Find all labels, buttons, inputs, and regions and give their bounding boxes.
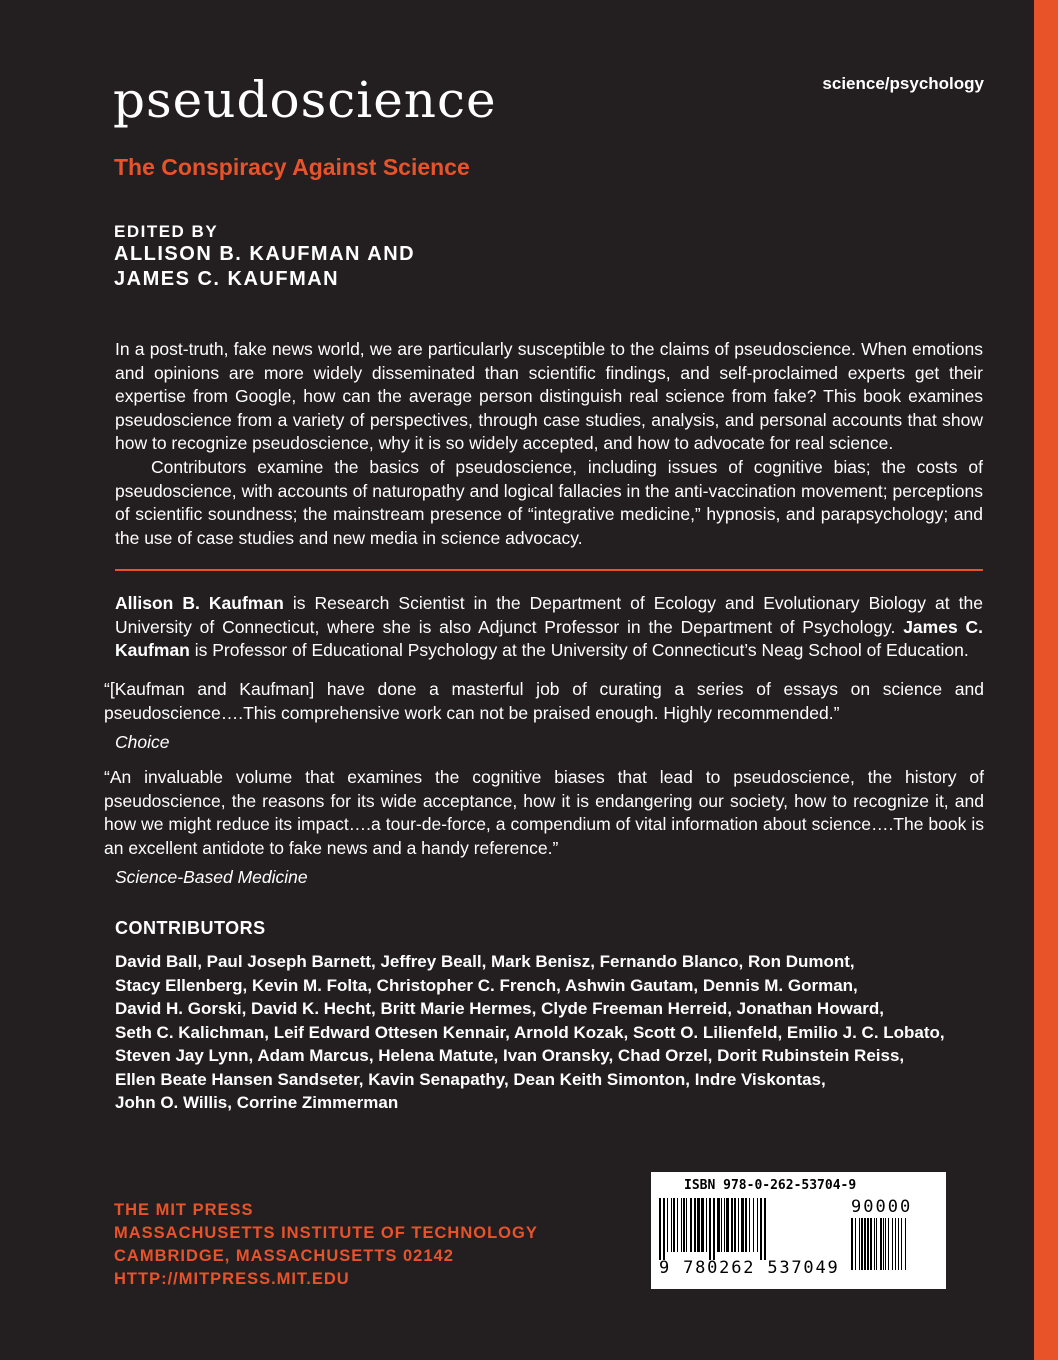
section-divider bbox=[115, 569, 983, 571]
contributors-line: John O. Willis, Corrine Zimmerman bbox=[115, 1093, 399, 1112]
author-bio-text-2: is Professor of Educational Psychology at the University of Connecticut’s Neag School of Education. bbox=[189, 640, 969, 661]
barcode-bar bbox=[905, 1218, 906, 1270]
barcode-bar bbox=[753, 1198, 754, 1252]
publisher-url: HTTP://MITPRESS.MIT.EDU bbox=[114, 1270, 350, 1288]
barcode-bar bbox=[671, 1198, 672, 1252]
barcode-bar bbox=[898, 1218, 899, 1270]
author-name-1: Allison B. Kaufman bbox=[115, 593, 284, 613]
barcode-bar bbox=[701, 1198, 704, 1252]
editor-line-1: ALLISON B. KAUFMAN AND bbox=[114, 243, 416, 265]
author-name-2: James C. Kaufman bbox=[115, 616, 984, 661]
orange-edge-stripe bbox=[1034, 0, 1058, 1360]
contributors-line: David Ball, Paul Joseph Barnett, Jeffrey Beall, Mark Benisz, Fernando Blanco, Ron Dumont, bbox=[115, 952, 855, 971]
barcode-bar bbox=[749, 1198, 750, 1252]
barcode-bar bbox=[726, 1198, 729, 1252]
publisher-institution: MASSACHUSETTS INSTITUTE OF TECHNOLOGY bbox=[114, 1224, 538, 1242]
barcode-bar bbox=[851, 1218, 853, 1270]
publisher-name: THE MIT PRESS bbox=[114, 1201, 254, 1219]
contributors-list bbox=[115, 950, 995, 1115]
addon-digits: 90000 bbox=[851, 1197, 913, 1217]
edited-by-label: EDITED BY bbox=[114, 222, 219, 241]
quote-source: Choice bbox=[115, 732, 170, 753]
barcode-bar bbox=[901, 1218, 902, 1270]
quote-source: Science-Based Medicine bbox=[115, 867, 308, 888]
barcode-bar bbox=[870, 1218, 872, 1270]
barcode-bar bbox=[745, 1198, 747, 1252]
ean-barcode-bars bbox=[659, 1198, 845, 1260]
barcode-bar bbox=[883, 1218, 884, 1270]
review-quote bbox=[104, 766, 984, 890]
publisher-block bbox=[114, 1199, 538, 1291]
barcode-bar bbox=[724, 1198, 725, 1252]
barcode-bar bbox=[690, 1198, 692, 1252]
description-paragraph-1: In a post-truth, fake news world, we are particularly susceptible to the claims of pseudoscience. When emotions and opinions are more widely disseminated than scientific findings, and self-proclaimed experts get their expertise from Google, how can the average person distinguish real science from fake? This book examines pseudoscience from a variety of perspectives, through case studies, analysis, and personal accounts that show how to recognize pseudoscience, why it is so widely accepted, and how to advocate for real science. bbox=[115, 339, 983, 454]
barcode-bar bbox=[876, 1218, 877, 1270]
editor-line-2: JAMES C. KAUFMAN bbox=[114, 268, 340, 290]
book-description bbox=[115, 338, 983, 550]
barcode-bar bbox=[686, 1198, 687, 1252]
contributors-line: David H. Gorski, David K. Hecht, Britt Marie Hermes, Clyde Freeman Herreid, Jonathan Howard, bbox=[115, 999, 884, 1018]
author-bio-text-1: is Research Scientist in the Department of Ecology and Evolutionary Biology at the University of Connecticut, where she is also Adjunct Professor in the Department of Psychology. bbox=[115, 593, 983, 637]
contributors-line: Seth C. Kalichman, Leif Edward Ottesen Kennair, Arnold Kozak, Scott O. Lilienfeld, Emilio J. C. Lobato, bbox=[115, 1022, 945, 1042]
author-bio bbox=[115, 592, 983, 663]
barcode-bar bbox=[757, 1198, 758, 1252]
barcode-bar bbox=[855, 1218, 856, 1270]
barcode-bar bbox=[713, 1198, 715, 1260]
barcode-bar bbox=[764, 1198, 766, 1260]
barcode-bar bbox=[697, 1198, 700, 1252]
description-paragraph-2: Contributors examine the basics of pseudoscience, including issues of cognitive bias; the costs of pseudoscience, with accounts of naturopathy and logical fallacies in the anti-vaccination movement; perceptions of scientific soundness; the mainstream presence of “integrative medicine,” hypnosis, and parapsychology; and the use of case studies and new media in science advocacy. bbox=[115, 456, 983, 548]
barcode-bar bbox=[880, 1218, 882, 1270]
contributors-line: Stacy Ellenberg, Kevin M. Folta, Christopher C. French, Ashwin Gautam, Dennis M. Gorman, bbox=[115, 975, 858, 995]
barcode-bar bbox=[731, 1198, 733, 1252]
barcode-bar bbox=[888, 1218, 889, 1270]
barcode-bar bbox=[741, 1198, 744, 1252]
barcode-bar bbox=[663, 1198, 665, 1260]
barcode-bar bbox=[709, 1198, 711, 1260]
barcode-bar bbox=[864, 1218, 866, 1270]
barcode-bar bbox=[673, 1198, 675, 1252]
barcode-bar bbox=[874, 1218, 875, 1270]
ean-digits: 9 780262 537049 bbox=[659, 1258, 840, 1278]
barcode-bar bbox=[659, 1198, 661, 1260]
review-quote bbox=[104, 678, 984, 755]
barcode-bar bbox=[717, 1198, 720, 1252]
book-subtitle: The Conspiracy Against Science bbox=[114, 154, 470, 180]
contributors-line: Steven Jay Lynn, Adam Marcus, Helena Matute, Ivan Oransky, Chad Orzel, Dorit Rubinstein Reiss, bbox=[115, 1046, 905, 1065]
quote-text: “[Kaufman and Kaufman] have done a masterful job of curating a series of essays on science and pseudoscience….This comprehensive work can not be praised enough. Highly recommended.” bbox=[104, 679, 984, 723]
quote-text: “An invaluable volume that examines the cognitive biases that lead to pseudoscience, the history of pseudoscience, the reasons for its wide acceptance, how it is endangering our society, how to recognize it, and how we might reduce its impact….a tour-de-force, a compendium of vital information about science….The book is an excellent antidote to fake news and a handy reference.” bbox=[104, 767, 984, 858]
category-label: science/psychology bbox=[822, 74, 984, 93]
barcode-bar bbox=[667, 1198, 668, 1252]
barcode-bar bbox=[885, 1218, 886, 1270]
barcode-bar bbox=[681, 1198, 682, 1252]
isbn-label: ISBN 978-0-262-53704-9 bbox=[684, 1178, 857, 1193]
barcode-bar bbox=[892, 1218, 893, 1270]
book-title: pseudoscience bbox=[113, 71, 497, 129]
barcode-bar bbox=[677, 1198, 678, 1252]
publisher-address: CAMBRIDGE, MASSACHUSETTS 02142 bbox=[114, 1247, 454, 1265]
barcode-bar bbox=[706, 1198, 707, 1252]
contributors-heading: CONTRIBUTORS bbox=[115, 918, 266, 938]
barcode-bar bbox=[760, 1198, 762, 1260]
barcode-bar bbox=[738, 1198, 739, 1252]
barcode-bar bbox=[734, 1198, 736, 1252]
barcode-bar bbox=[859, 1218, 860, 1270]
addon-barcode-bars bbox=[851, 1218, 929, 1280]
barcode-bar bbox=[895, 1218, 896, 1270]
contributors-line: Ellen Beate Hansen Sandseter, Kavin Senapathy, Dean Keith Simonton, Indre Viskontas, bbox=[115, 1069, 826, 1089]
barcode-bar bbox=[867, 1218, 869, 1270]
barcode-bar bbox=[694, 1198, 696, 1252]
barcode-bar bbox=[721, 1198, 722, 1252]
isbn-barcode bbox=[651, 1172, 946, 1289]
barcode-bar bbox=[683, 1198, 685, 1252]
barcode-bar bbox=[861, 1218, 863, 1270]
